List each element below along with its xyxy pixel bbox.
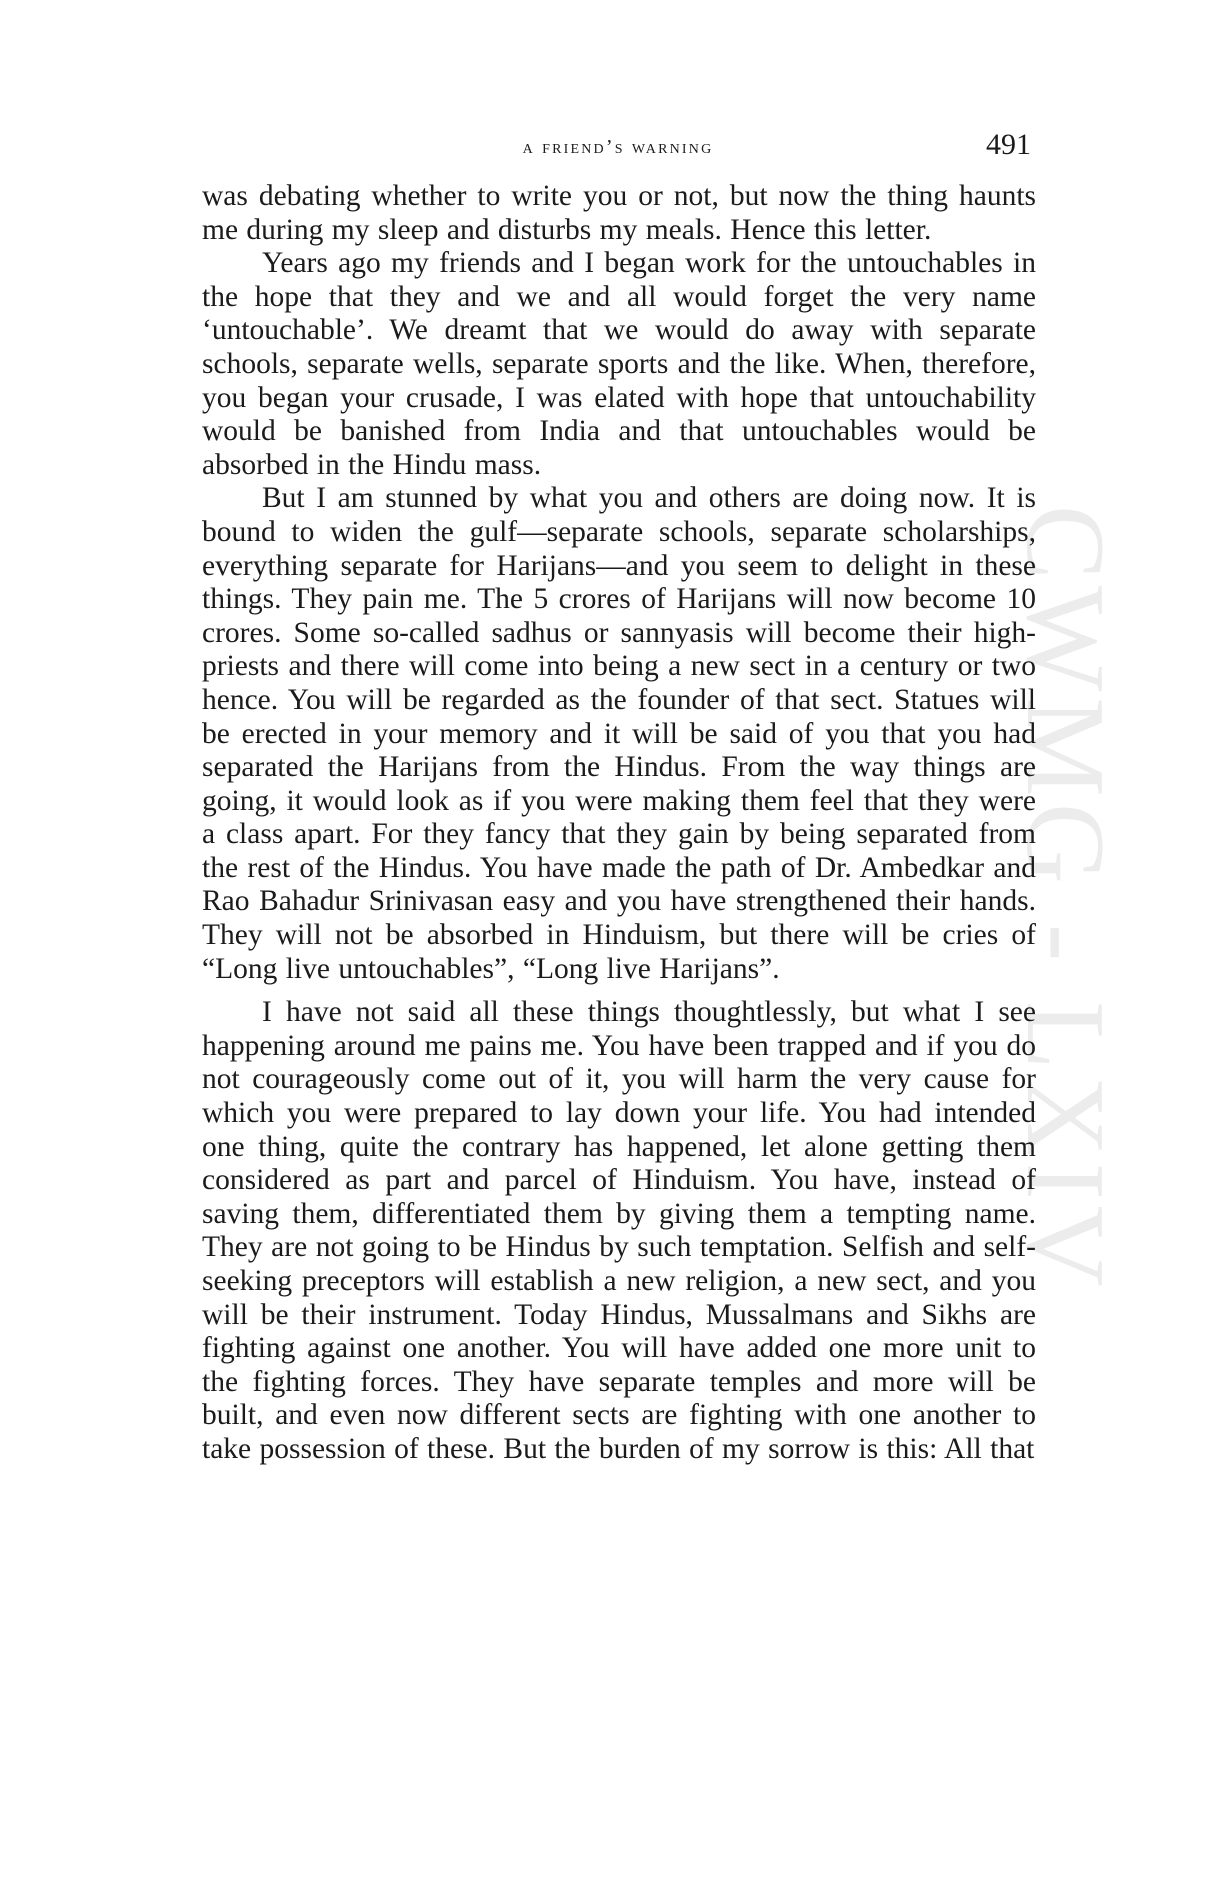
running-header [200, 128, 1036, 168]
page-number: 491 [986, 128, 1031, 161]
body-text [202, 180, 1036, 1467]
paragraph: I have not said all these things thoughtlessly, but what I see happening around me pains me. You have been trapped and if you do not courageously come out of it, you will harm the very cause for which you were prepared to lay down your life. You had intended one thing, quite the contrary has happened, let alone getting them considered as part and parcel of Hinduism. You have, instead of saving them, differentiated them by giving them a tempting name. They are not going to be Hindus by such temptation. Selfish and self-seeking preceptors will establish a new religion, a new sect, and you will be their instrument. Today Hindus, Mussalmans and Sikhs are fighting against one another. You will have added one more unit to the fighting forces. They have separate temples and more will be built, and even now different sects are fighting with one another to take possession of these. But the burden of my sorrow is this: All that [202, 996, 1036, 1465]
running-title: a friend’s warning [522, 136, 714, 158]
watermark: CWMG - LXIV [1003, 505, 1127, 1293]
paragraph: But I am stunned by what you and others are doing now. It is bound to widen the gulf—separate schools, separate scholarships, everything separate for Harijans—and you seem to delight in these things. They pain me. The 5 crores of Harijans will now become 10 crores. Some so-called sadhus or sannyasis will become their high-priests and there will come into being a new sect in a century or two hence. You will be regarded as the founder of that sect. Statues will be erected in your memory and it will be said of you that you had separated the Harijans from the Hindus. From the way things are going, it would look as if you were making them feel that they were a class apart. For they fancy that they gain by being separated from the rest of the Hindus. You have made the path of Dr. Ambedkar and Rao Bahadur Srinivasan easy and you have strengthened their hands. They will not be absorbed in Hinduism, but there will be cries of “Long live untouchables”, “Long live Harijans”. [202, 482, 1036, 985]
paragraph-continued: was debating whether to write you or not, but now the thing haunts me during my sleep and disturbs my meals. Hence this letter. [202, 180, 1036, 246]
paragraph: Years ago my friends and I began work for the untouchables in the hope that they and we and all would forget the very name ‘untouchable’. We dreamt that we would do away with separate schools, separate wells, separate sports and the like. When, therefore, you began your crusade, I was elated with hope that untouchability would be banished from India and that untouchables would be absorbed in the Hindu mass. [202, 247, 1036, 481]
